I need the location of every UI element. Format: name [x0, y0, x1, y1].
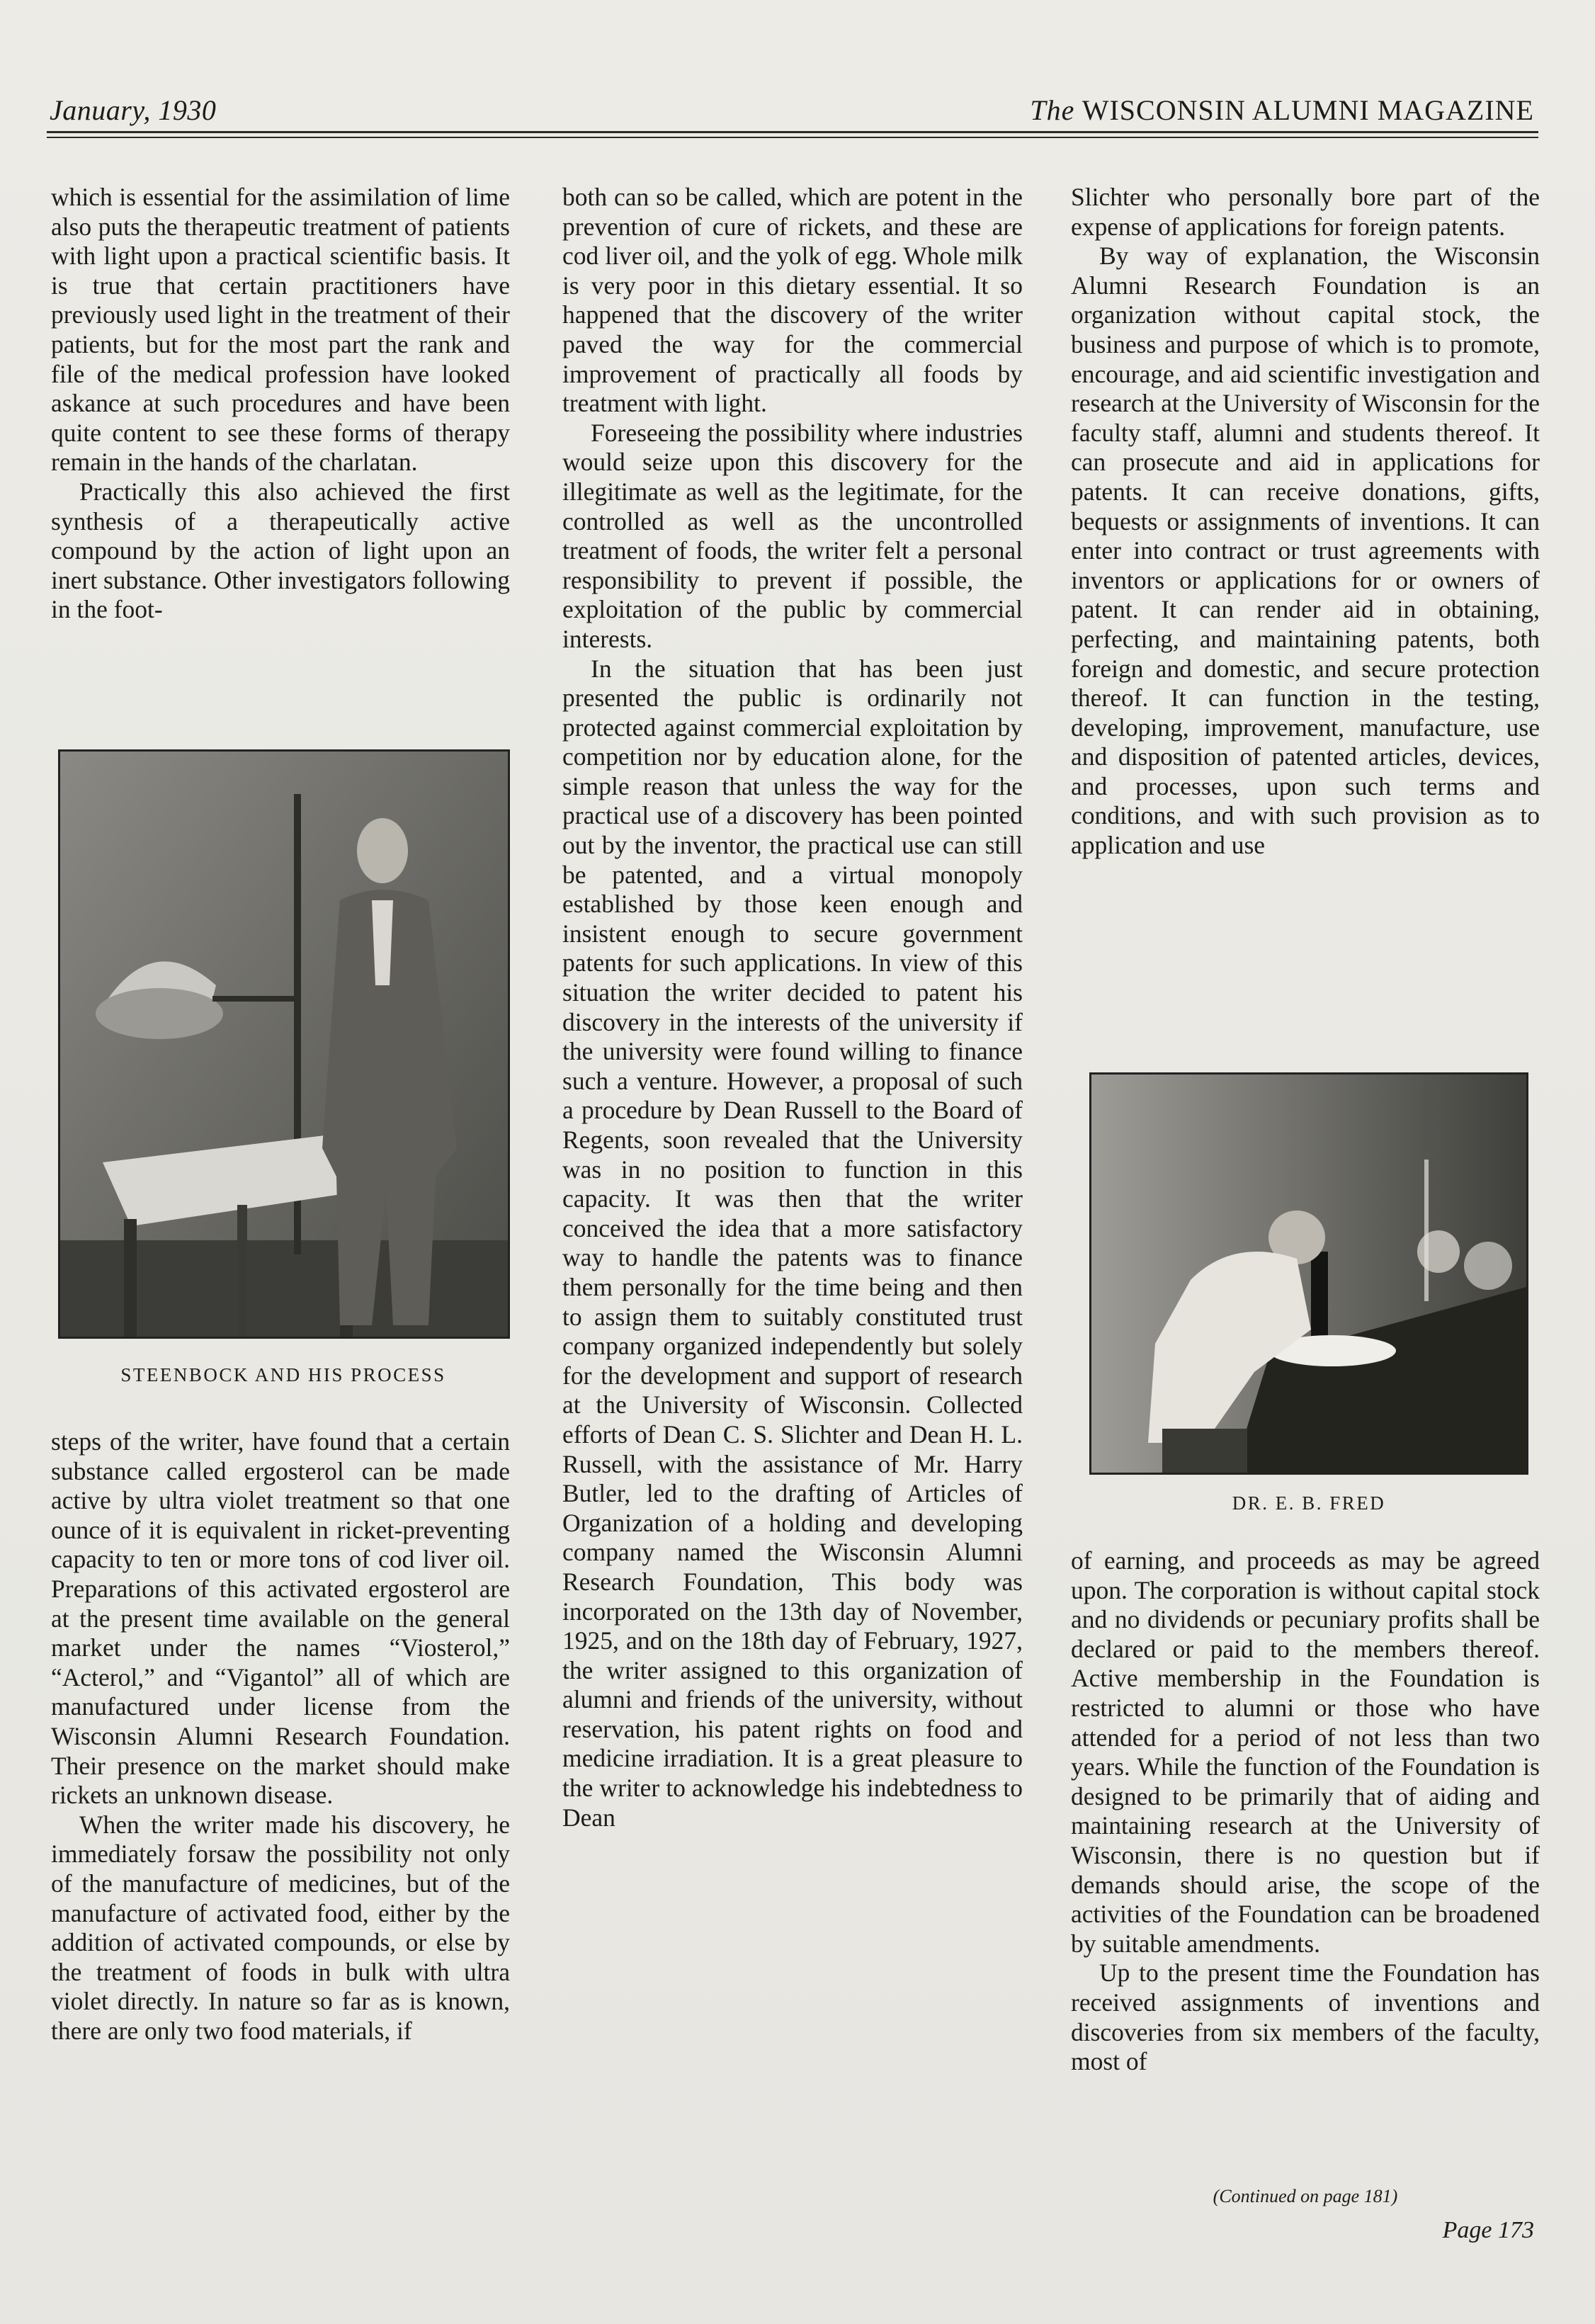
issue-date: January, 1930	[50, 94, 217, 126]
magazine-title-prefix: The	[1030, 94, 1075, 126]
photo-dr-fred	[1089, 1072, 1528, 1475]
paragraph: When the writer made his discovery, he immediately forsaw the possibility not only of the manufacture of medicines, but of the manufacture of activated food, either by the addition of activated compounds, or else by the treatment of foods in bulk with ultra violet directly. In nature so far as is known, there are only two food materials, if	[51, 1810, 510, 2045]
paragraph: of earning, and proceeds as may be agreed upon. The corporation is without capital stock and no dividends or pecuniary profits shall be declared or paid to the members thereof. Active membership in the Foundation is restricted to alumni or those who have attended for a period of not less than two years. While the function of the Foundation is designed to be primarily that of aiding and maintaining research at the University of Wisconsin, there is no question but if demands should arise, the scope of the activities of the Foundation can be broadened by suitable amendments.	[1071, 1546, 1540, 1958]
page-number: Page 173	[1442, 2217, 1534, 2243]
column-1-top	[51, 183, 510, 625]
paragraph: By way of explanation, the Wisconsin Alumni Research Foundation is an organization without capital stock, the business and purpose of which is to promote, encourage, and aid scientific investigation and research at the University of Wisconsin for the faculty staff, alumni and students thereof. It can prosecute and aid in applications for patents. It can receive donations, gifts, bequests or assignments of inventions. It can enter into contract or trust agreements with inventors or applications for or owners of patent. It can render aid in obtaining, perfecting, and maintaining patents, both foreign and domestic, and secure protection thereof. It can function in the testing, developing, improvement, manufacture, use and disposition of patented articles, devices, and processes, upon such terms and conditions, and with such provision as to application and use	[1071, 242, 1540, 860]
header-rule	[47, 131, 1538, 133]
column-3-top	[1071, 183, 1540, 861]
continued-note: (Continued on page 181)	[1213, 2186, 1398, 2206]
paragraph: Foreseeing the possibility where industries would seize upon this discovery for the illegitimate as well as the legitimate, for the controlled as well as the uncontrolled treatment of foods, the writer felt a personal responsibility to prevent if possible, the exploitation of the public by commercial interests.	[562, 418, 1023, 653]
header-rule-thin	[47, 137, 1538, 138]
paragraph: Up to the present time the Foundation has received assignments of inventions and discoveries from six members of the faculty, most of	[1071, 1959, 1540, 2076]
paragraph: both can so be called, which are potent in the prevention of cure of rickets, and these are cod liver oil, and the yolk of egg. Whole milk is very poor in this dietary essential. It so happened that the discovery of the writer paved the way for the commercial improvement of practically all foods by treatment with light.	[562, 183, 1023, 418]
steenbock-photo-image	[60, 752, 508, 1337]
column-1-bottom	[51, 1427, 510, 2046]
paragraph: steps of the writer, have found that a certain substance called ergosterol can be made active by ultra violet treatment so that one ounce of it is equivalent in ricket-preventing capacity to ten or more tons of cod liver oil. Preparations of this activated ergosterol are at the present time available on the general market under the names “Viosterol,” “Acterol,” and “Vigantol” all of which are manufactured under license from the Wisconsin Alumni Research Foundation. Their presence on the market should make rickets an unknown disease.	[51, 1427, 510, 1810]
column-3-bottom	[1071, 1546, 1540, 2077]
magazine-title	[1030, 93, 1534, 127]
paragraph: In the situation that has been just presented the public is ordinarily not protected against commercial exploitation by competition nor by education alone, for the simple reason that unless the way for the practical use of a discovery has been pointed out by the inventor, the practical use can still be patented, and a virtual monopoly established by those keen enough and insistent enough to secure government patents for such applications. In view of this situation the writer decided to patent his discovery in the interests of the university if the university were found willing to finance such a venture. However, a proposal of such a procedure by Dean Russell to the Board of Regents, soon revealed that the University was in no position to function in this capacity. It was then that the writer conceived the idea that a more satisfactory way to handle the patents was to finance them personally for the time being and then to assign them to suitably constituted trust company organized independently but solely for the development and support of research at the University of Wisconsin. Collected efforts of Dean C. S. Slichter and Dean H. L. Russell, with the assistance of Mr. Harry Butler, led to the drafting of Articles of Organization of a holding and developing company named the Wisconsin Alumni Research Foundation, This body was incorporated on the 13th day of November, 1925, and on the 18th day of February, 1927, the writer assigned to this organization of alumni and friends of the university, without reservation, his patent rights on food and medicine irradiation. It is a great pleasure to the writer to acknowledge his indebtedness to Dean	[562, 654, 1023, 1832]
paragraph: Practically this also achieved the first synthesis of a therapeutically active compound by the action of light upon an inert substance. Other investigators following in the foot-	[51, 477, 510, 624]
magazine-title-name: WISCONSIN ALUMNI MAGAZINE	[1082, 94, 1534, 126]
paragraph: which is essential for the assimilation of lime also puts the therapeutic treatment of patients with light upon a practical scientific basis. It is true that certain practitioners have previously used light in the treatment of their patients, but for the most part the rank and file of the medical profession have looked askance at such procedures and have been quite content to see these forms of therapy remain in the hands of the charlatan.	[51, 183, 510, 477]
dr-fred-photo-image	[1091, 1075, 1526, 1473]
column-2	[562, 183, 1023, 1832]
photo-steenbock	[58, 749, 510, 1339]
photo-caption-steenbock: STEENBOCK AND HIS PROCESS	[120, 1364, 446, 1385]
photo-caption-dr-fred: DR. E. B. FRED	[1232, 1492, 1386, 1514]
paragraph: Slichter who personally bore part of the expense of applications for foreign patents.	[1071, 183, 1540, 241]
